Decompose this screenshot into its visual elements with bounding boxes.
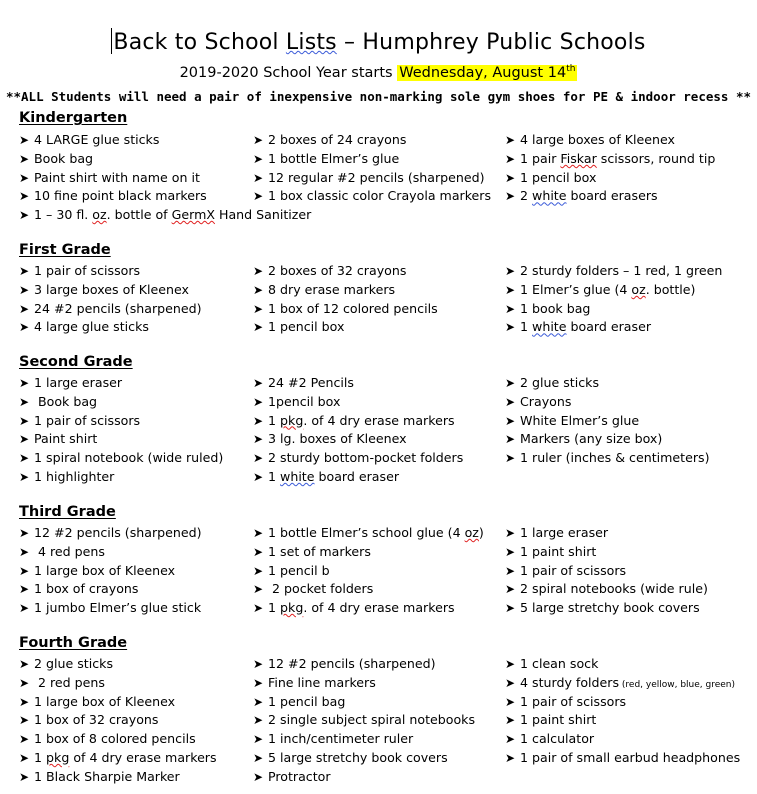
arrow-bullet-icon: ➤ [19,189,30,204]
arrow-bullet-icon: ➤ [253,713,264,728]
supply-item-text: 12 #2 pencils (sharpened) [34,525,202,540]
arrow-bullet-icon: ➤ [253,320,264,335]
supply-item-text: 2 spiral notebooks (wide rule) [520,581,708,597]
arrow-bullet-icon: ➤ [253,582,264,597]
supply-item-text: 12 regular #2 pencils (sharpened) [268,169,485,185]
supply-item [253,468,399,486]
supply-item-text: 1 pair of scissors [34,412,141,428]
arrow-bullet-icon: ➤ [253,451,264,466]
supply-item-text: 1 book bag [520,300,591,316]
supply-item-text: 2 sturdy folders – 1 red, 1 green [520,263,723,278]
supply-item-text: 1 bottle Elmer’s school glue (4 oz) [268,525,484,540]
supply-item [19,150,93,168]
arrow-bullet-icon: ➤ [505,582,516,597]
start-date: Wednesday, August 14 [399,64,567,81]
supply-item [19,449,223,467]
supply-item-text: 3 large boxes of Kleenex [34,281,189,297]
supply-item-text: Protractor [268,768,331,784]
supply-item [505,749,740,767]
supply-item-text: 1 box classic color Crayola markers [268,188,492,204]
supply-item [19,599,201,617]
arrow-bullet-icon: ➤ [253,470,264,484]
supply-item [505,150,715,168]
supply-item [19,430,97,448]
supply-item-text: 1 pencil box [268,319,345,335]
supply-item-text: 4 large glue sticks [34,319,149,335]
supply-item-text: 1 clean sock [520,656,599,671]
supply-item [505,131,675,149]
supply-item-text: 1 pair of scissors [34,263,141,278]
supply-item-text: 1 pkg of 4 dry erase markers [34,750,217,765]
supply-item [19,169,200,187]
arrow-bullet-icon: ➤ [19,563,30,578]
supply-item-text: 3 lg. boxes of Kleenex [268,431,407,447]
arrow-bullet-icon: ➤ [505,432,516,447]
supply-item-text: 1 – 30 fl. oz. bottle of GermX Hand Sanitizer [34,207,312,223]
arrow-bullet-icon: ➤ [19,544,30,559]
arrow-bullet-icon: ➤ [19,264,30,278]
supply-item-text: Markers (any size box) [520,431,663,447]
supply-item-text: 1 calculator [520,731,595,747]
arrow-bullet-icon: ➤ [253,732,264,747]
supply-item-text: 24 #2 Pencils [268,375,354,390]
arrow-bullet-icon: ➤ [253,282,264,297]
arrow-bullet-icon: ➤ [505,320,516,335]
arrow-bullet-icon: ➤ [253,264,264,278]
supply-item-text: 1 box of 32 crayons [34,712,159,728]
supply-item [253,430,407,448]
supply-item [505,711,596,729]
supply-item-text: 2 pocket folders [268,581,374,597]
supply-item [253,281,395,299]
supply-item-text: 1 pencil box [520,169,597,185]
supply-item-text: 5 large stretchy book covers [268,750,448,765]
supply-item [253,187,491,205]
arrow-bullet-icon: ➤ [253,657,264,671]
supply-item [505,543,596,561]
supply-item [253,318,344,336]
supply-item [19,730,196,748]
arrow-bullet-icon: ➤ [253,376,264,390]
arrow-bullet-icon: ➤ [19,657,30,671]
supply-item [253,150,399,168]
supply-item-text: 2 white board erasers [520,188,658,204]
supply-item [505,524,608,542]
title-suffix: – Humphrey Public Schools [336,30,646,55]
supply-item-text: 1 pair of scissors [520,562,627,578]
grade-heading: Third Grade [19,504,116,520]
arrow-bullet-icon: ➤ [505,282,516,297]
supply-item-text: 1 large eraser [34,375,123,390]
supply-item [505,374,599,392]
supply-item-text: 1 jumbo Elmer’s glue stick [34,600,202,616]
arrow-bullet-icon: ➤ [505,563,516,578]
supply-item-text: 2 red pens [34,674,105,690]
supply-item-text: 1 pair of small earbud headphones [520,750,741,765]
supply-item-text: 2 glue sticks [520,375,600,390]
arrow-bullet-icon: ➤ [253,413,264,428]
supply-item-text: 1 paint shirt [520,712,597,728]
arrow-bullet-icon: ➤ [505,526,516,540]
folder-colors-note: (red, yellow, blue, green) [619,679,736,690]
supply-item-text: 1 ruler (inches & centimeters) [520,450,710,466]
arrow-bullet-icon: ➤ [253,432,264,447]
supply-item [505,169,596,187]
supply-item [253,711,475,729]
grade-heading: Kindergarten [19,110,128,126]
arrow-bullet-icon: ➤ [253,301,264,316]
supply-item-text: 4 red pens [34,543,105,559]
supply-item-text: 4 large boxes of Kleenex [520,132,675,147]
supply-item [19,206,311,224]
school-year-subtitle [0,58,757,84]
arrow-bullet-icon: ➤ [19,675,30,690]
supply-item-text: 1 box of crayons [34,581,139,597]
supply-item-text: 4 sturdy folders [520,674,620,690]
supply-item-text: 1 box of 12 colored pencils [268,300,438,316]
arrow-bullet-icon: ➤ [505,694,516,709]
arrow-bullet-icon: ➤ [505,657,516,671]
arrow-bullet-icon: ➤ [253,170,264,185]
arrow-bullet-icon: ➤ [505,170,516,185]
supply-item-text: 4 LARGE glue sticks [34,132,160,147]
arrow-bullet-icon: ➤ [253,751,264,765]
arrow-bullet-icon: ➤ [19,376,30,390]
arrow-bullet-icon: ➤ [19,208,30,223]
arrow-bullet-icon: ➤ [253,189,264,204]
supply-item-text: 12 #2 pencils (sharpened) [268,656,436,671]
supply-item [505,730,594,748]
arrow-bullet-icon: ➤ [19,769,30,784]
supply-item [19,580,138,598]
supply-item [19,393,97,411]
supply-item [505,187,658,205]
arrow-bullet-icon: ➤ [19,470,30,484]
supply-item-text: 2 glue sticks [34,656,114,671]
supply-item [505,599,700,617]
arrow-bullet-icon: ➤ [253,694,264,709]
supply-item [19,562,175,580]
supply-item-text: 1 set of markers [268,543,371,559]
supply-item [505,655,598,673]
arrow-bullet-icon: ➤ [505,394,516,409]
supply-item-text: 1 pencil bag [268,693,346,709]
supply-item [19,543,105,561]
arrow-bullet-icon: ➤ [253,133,264,147]
arrow-bullet-icon: ➤ [505,133,516,147]
arrow-bullet-icon: ➤ [505,413,516,428]
supply-item [19,318,149,336]
title-lists-word: Lists [285,30,337,55]
supply-item [253,393,340,411]
supply-item [505,580,708,598]
supply-item-text: 1 large box of Kleenex [34,562,176,578]
arrow-bullet-icon: ➤ [19,413,30,428]
arrow-bullet-icon: ➤ [19,394,30,409]
supply-item [19,524,202,542]
arrow-bullet-icon: ➤ [19,451,30,466]
arrow-bullet-icon: ➤ [19,732,30,747]
title-prefix: Back to School [113,30,286,55]
supply-item-text: 1 Elmer’s glue (4 oz. bottle) [520,281,696,297]
supply-item-text: 1 Black Sharpie Marker [34,768,180,784]
supply-item-text: Paint shirt [34,431,98,447]
arrow-bullet-icon: ➤ [505,544,516,559]
supply-item [19,412,140,430]
supply-item [19,131,159,149]
supply-item-text: 1 pkg. of 4 dry erase markers [268,412,455,428]
supply-item-text: 1 large box of Kleenex [34,693,176,709]
supply-item [505,562,626,580]
arrow-bullet-icon: ➤ [505,301,516,316]
supply-item [505,412,639,430]
supply-item [253,300,438,318]
supply-item-text: 1 large eraser [520,525,609,540]
arrow-bullet-icon: ➤ [505,732,516,747]
supply-item [505,281,695,299]
supply-item-text: 1 paint shirt [520,543,597,559]
supply-item-text: Book bag [34,150,94,166]
arrow-bullet-icon: ➤ [253,394,264,409]
supply-item [253,543,371,561]
supply-item [253,580,373,598]
supply-item-text: 2 boxes of 24 crayons [268,132,407,147]
supply-item [505,693,626,711]
arrow-bullet-icon: ➤ [19,133,30,147]
supply-item-text: 1 pair of scissors [520,693,627,709]
supply-item [253,562,330,580]
supply-item [253,374,354,392]
supply-item-text: Paint shirt with name on it [34,169,200,185]
arrow-bullet-icon: ➤ [253,675,264,690]
arrow-bullet-icon: ➤ [19,170,30,185]
supply-item [253,262,406,280]
supply-item-text: Fine line markers [268,674,376,690]
supply-item-text: 1 inch/centimeter ruler [268,731,414,747]
arrow-bullet-icon: ➤ [253,526,264,540]
supply-item [253,655,436,673]
arrow-bullet-icon: ➤ [505,713,516,728]
supply-item-text: 1 highlighter [34,469,115,484]
start-date-highlight [397,65,577,81]
supply-item [19,468,114,486]
arrow-bullet-icon: ➤ [253,151,264,166]
arrow-bullet-icon: ➤ [19,582,30,597]
supply-item [505,449,709,467]
supply-item-text: 1 pencil b [268,562,330,578]
supply-item [505,318,651,336]
supply-item [253,412,455,430]
supply-item [19,374,122,392]
supply-item [19,674,105,692]
supply-item-text: 8 dry erase markers [268,281,396,297]
subtitle-text: 2019-2020 School Year starts [179,64,398,81]
arrow-bullet-icon: ➤ [505,601,516,616]
supply-item-text: 1 white board eraser [520,319,652,335]
supply-item-text: 1pencil box [268,393,341,409]
supply-item [253,693,345,711]
supply-item [19,768,180,786]
supply-item [253,524,484,542]
supply-item-text: 1 pkg. of 4 dry erase markers [268,600,455,616]
supply-item-text: 2 boxes of 32 crayons [268,263,407,278]
supply-item [19,693,175,711]
supply-item-text: Crayons [520,393,572,409]
supply-item [505,430,662,448]
supply-item [253,730,413,748]
supply-item [253,768,331,786]
arrow-bullet-icon: ➤ [19,151,30,166]
supply-item-text: 10 fine point black markers [34,188,207,204]
supply-item [505,300,590,318]
arrow-bullet-icon: ➤ [253,544,264,559]
supply-item [19,749,217,767]
page-title [0,28,757,57]
arrow-bullet-icon: ➤ [253,769,264,784]
start-date-suffix: th [566,64,576,74]
supply-item [253,449,463,467]
supply-item-text: 2 single subject spiral notebooks [268,712,476,728]
arrow-bullet-icon: ➤ [505,751,516,765]
supply-item [253,599,455,617]
supply-item [19,300,202,318]
supply-item-text: 24 #2 pencils (sharpened) [34,300,202,316]
grade-heading: First Grade [19,242,111,258]
arrow-bullet-icon: ➤ [505,189,516,204]
supply-item-text: 1 white board eraser [268,469,400,484]
gym-shoes-notice: **ALL Students will need a pair of inexpensive non-marking sole gym shoes for PE & indoor recess ** [5,89,752,104]
arrow-bullet-icon: ➤ [505,451,516,466]
supply-item-text: 1 spiral notebook (wide ruled) [34,450,224,466]
grade-heading: Fourth Grade [19,635,128,651]
supply-item-text: 1 pair Fiskar scissors, round tip [520,150,716,166]
supply-item [505,674,735,694]
arrow-bullet-icon: ➤ [505,376,516,390]
supply-item [253,131,406,149]
arrow-bullet-icon: ➤ [505,151,516,166]
arrow-bullet-icon: ➤ [19,526,30,540]
arrow-bullet-icon: ➤ [253,601,264,616]
arrow-bullet-icon: ➤ [19,301,30,316]
arrow-bullet-icon: ➤ [19,713,30,728]
arrow-bullet-icon: ➤ [19,601,30,616]
supply-item-text: 1 bottle Elmer’s glue [268,150,400,166]
arrow-bullet-icon: ➤ [505,675,516,690]
arrow-bullet-icon: ➤ [19,432,30,447]
supply-item-text: Book bag [34,393,98,409]
supply-item [253,169,485,187]
supply-item-text: White Elmer’s glue [520,412,640,428]
grade-heading: Second Grade [19,354,133,370]
supply-item-text: 2 sturdy bottom-pocket folders [268,450,464,466]
supply-item [19,262,140,280]
supply-item [505,393,571,411]
arrow-bullet-icon: ➤ [19,320,30,335]
supply-item [253,749,448,767]
supply-item [19,187,207,205]
arrow-bullet-icon: ➤ [19,694,30,709]
arrow-bullet-icon: ➤ [505,264,516,278]
supply-item [19,281,189,299]
supply-item [19,711,158,729]
supply-item [505,262,722,280]
arrow-bullet-icon: ➤ [253,563,264,578]
supply-item [253,674,376,692]
arrow-bullet-icon: ➤ [19,282,30,297]
supply-item-text: 5 large stretchy book covers [520,600,700,616]
arrow-bullet-icon: ➤ [19,751,30,765]
supply-item-text: 1 box of 8 colored pencils [34,731,196,747]
supply-item [19,655,113,673]
